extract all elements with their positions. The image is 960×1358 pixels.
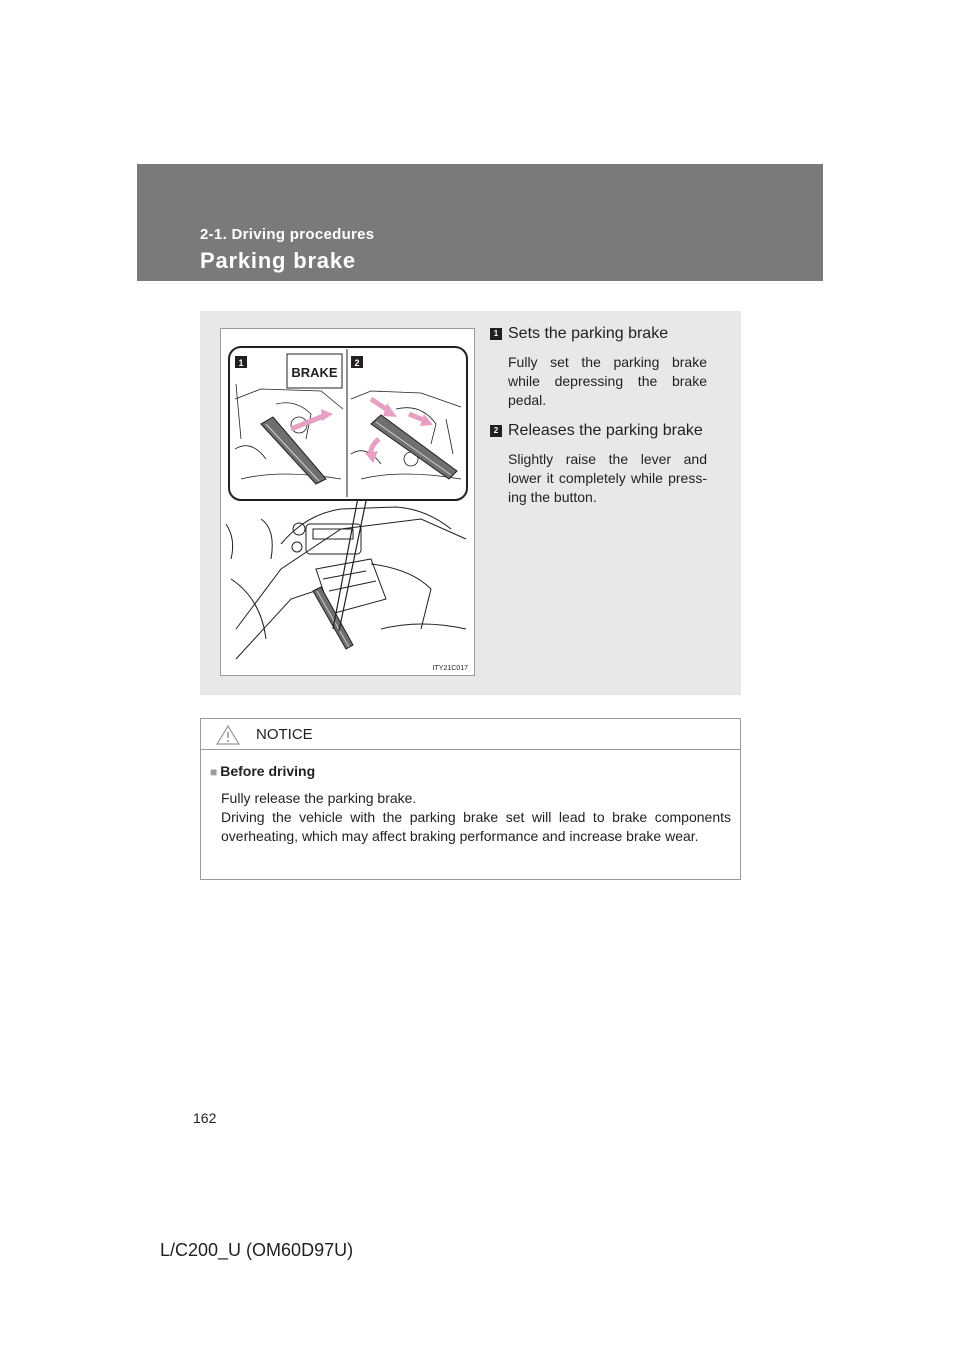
inset-badge-2: 2 <box>354 358 360 368</box>
notice-header <box>201 719 740 750</box>
page-title: Parking brake <box>200 248 356 273</box>
square-bullet-icon: ■ <box>210 765 218 779</box>
warning-triangle-icon <box>216 725 240 745</box>
parking-brake-illustration <box>220 328 475 676</box>
step-1 <box>490 325 720 410</box>
notice-topic <box>210 763 315 779</box>
step-2-number: 2 <box>490 425 502 437</box>
notice-topic-label: Before driving <box>220 763 316 779</box>
step-1-title: Sets the parking brake <box>508 325 669 342</box>
step-2 <box>490 422 720 507</box>
figure-code: ITY21C017 <box>432 665 468 672</box>
page-number: 162 <box>193 1110 217 1126</box>
notice-line-2: Driving the vehicle with the parking brake set will lead to brake components overheating, which may affect braking performance and increase brake wear. <box>221 809 731 844</box>
step-1-number: 1 <box>490 328 502 340</box>
section-label: 2-1. Driving procedures <box>200 226 375 243</box>
step-1-body: Fully set the parking brake while depressing the brake pedal. <box>508 354 707 408</box>
step-2-title: Releases the parking brake <box>508 422 703 439</box>
notice-line-1: Fully release the parking brake. <box>221 790 417 806</box>
document-code: L/C200_U (OM60D97U) <box>160 1240 354 1260</box>
step-2-body: Slightly raise the lever and lower it completely while press-ing the button. <box>508 451 707 505</box>
console-drawing <box>221 329 476 677</box>
notice-title: NOTICE <box>256 726 313 743</box>
notice-text <box>221 789 731 846</box>
brake-inset-label: BRAKE <box>291 365 338 380</box>
notice-box <box>200 718 741 880</box>
inset-badge-1: 1 <box>238 358 244 368</box>
